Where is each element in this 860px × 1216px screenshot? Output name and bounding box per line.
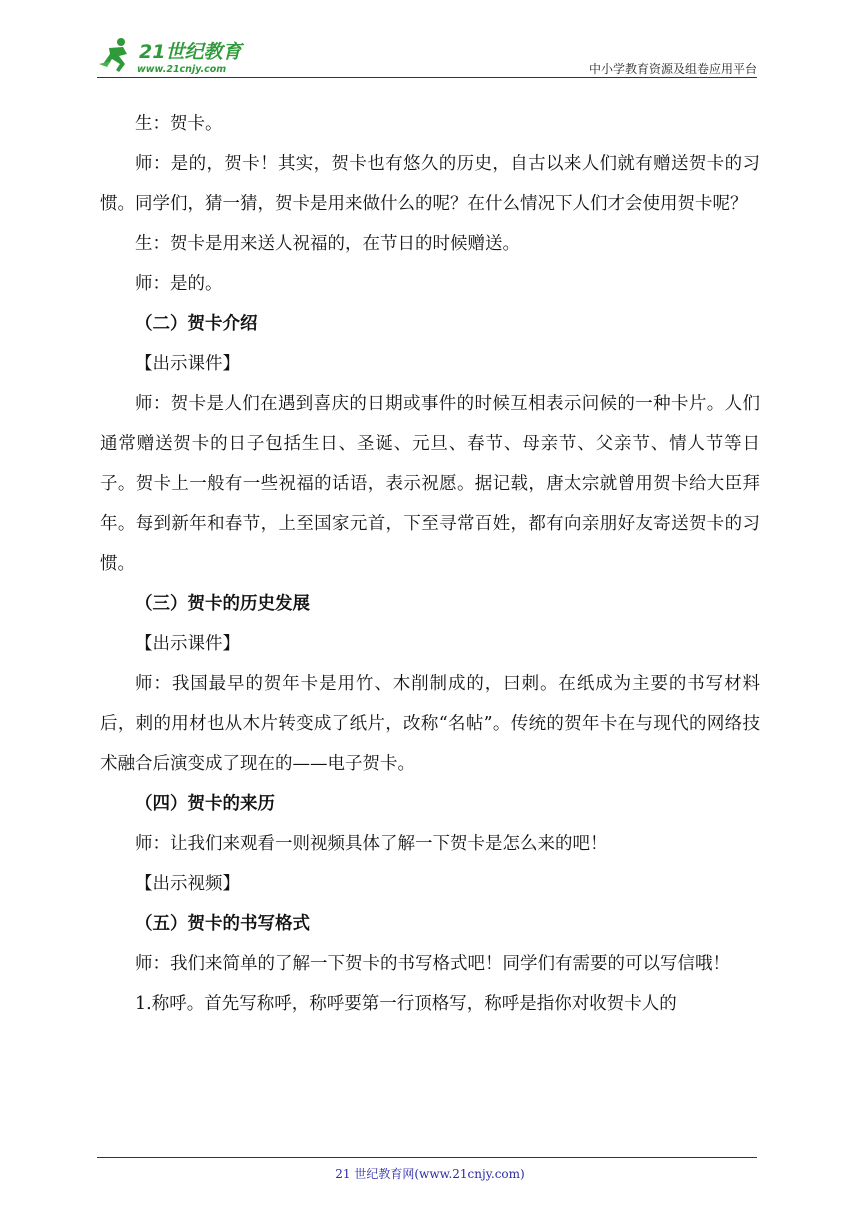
- page-header: [97, 26, 757, 78]
- section-heading: （四）贺卡的来历: [135, 794, 275, 814]
- paragraph: 【出示视频】: [135, 874, 240, 894]
- section-heading: （五）贺卡的书写格式: [135, 914, 310, 934]
- paragraph: 师：让我们来观看一则视频具体了解一下贺卡是怎么来的吧！: [135, 834, 608, 854]
- paragraph: 1.称呼。首先写称呼，称呼要第一行顶格写，称呼是指你对收贺卡人的: [135, 994, 677, 1014]
- site-title: 中小学教育资源及组卷应用平台: [588, 62, 757, 76]
- paragraph: 【出示课件】: [135, 354, 240, 374]
- paragraph: 师：是的，贺卡！其实，贺卡也有悠久的历史，自古以来人们就有赠送贺卡的习惯。同学们，猜一猜，贺卡是用来做什么的呢？在什么情况下人们才会使用贺卡呢？: [100, 154, 760, 214]
- section-heading: （二）贺卡介绍: [135, 314, 258, 334]
- paragraph: 师：我们来简单的了解一下贺卡的书写格式吧！同学们有需要的可以写信哦！: [135, 954, 730, 974]
- page-footer: 21 世纪教育网(www.21cnjy.com): [335, 1167, 525, 1181]
- paragraph: 师：贺卡是人们在遇到喜庆的日期或事件的时候互相表示问候的一种卡片。人们通常赠送贺卡的日子包括生日、圣诞、元旦、春节、母亲节、父亲节、情人节等日子。贺卡上一般有一些祝福的话语，表示祝愿。据记载，唐太宗就曾用贺卡给大臣拜年。每到新年和春节，上至国家元首，下至寻常百姓，都有向亲朋好友寄送贺卡的习惯。: [100, 394, 760, 574]
- paragraph: 师：是的。: [135, 274, 223, 294]
- logo-url: www.21cnjy.com: [137, 64, 227, 75]
- paragraph: 【出示课件】: [135, 634, 240, 654]
- paragraph: 生：贺卡是用来送人祝福的，在节日的时候赠送。: [135, 234, 520, 254]
- paragraph: 生：贺卡。: [135, 114, 223, 134]
- logo-text: 21世纪教育: [139, 41, 242, 63]
- document-body: [100, 104, 760, 1024]
- runner-icon: [99, 38, 127, 72]
- footer-divider: [97, 1157, 757, 1158]
- header-divider: [97, 77, 757, 78]
- paragraph: 师：我国最早的贺年卡是用竹、木削制成的，曰刺。在纸成为主要的书写材料后，刺的用材也从木片转变成了纸片，改称“名帖”。传统的贺年卡在与现代的网络技术融合后演变成了现在的——电子贺卡。: [100, 674, 760, 774]
- site-logo: [97, 34, 267, 78]
- section-heading: （三）贺卡的历史发展: [135, 594, 310, 614]
